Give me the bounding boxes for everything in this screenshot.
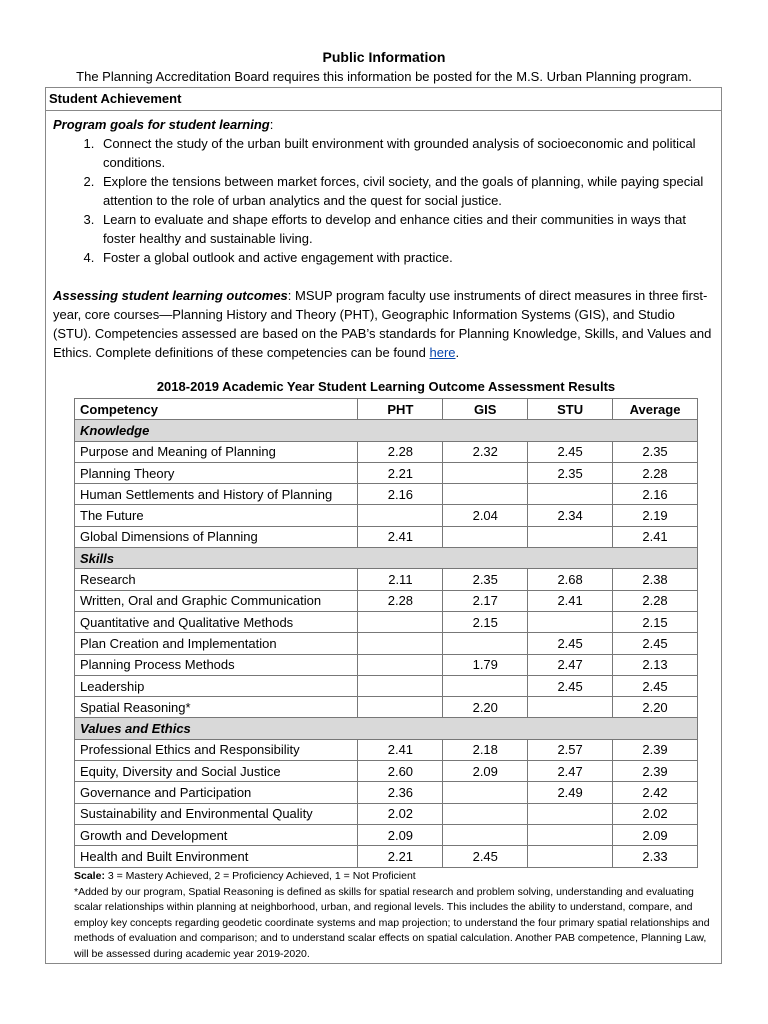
table-row	[75, 697, 698, 718]
competency-cell: Global Dimensions of Planning	[75, 526, 358, 547]
score-cell: 2.47	[528, 761, 613, 782]
table-header-row	[75, 399, 698, 420]
score-cell: 2.41	[358, 526, 443, 547]
score-cell	[443, 484, 528, 505]
score-cell: 2.32	[443, 441, 528, 462]
score-cell	[528, 803, 613, 824]
score-cell	[358, 654, 443, 675]
score-cell	[358, 675, 443, 696]
score-cell: 2.49	[528, 782, 613, 803]
score-cell: 2.09	[443, 761, 528, 782]
competency-cell: Governance and Participation	[75, 782, 358, 803]
score-cell: 2.45	[528, 675, 613, 696]
goal-item: 3. Learn to evaluate and shape efforts to develop and enhance cities and their communities in ways that foster healthy and sustainable living.	[98, 210, 713, 248]
group-label: Knowledge	[75, 420, 698, 441]
table-group-row	[75, 548, 698, 569]
score-cell	[528, 526, 613, 547]
score-cell	[443, 633, 528, 654]
column-header-stu: STU	[528, 399, 613, 420]
score-cell: 2.41	[528, 590, 613, 611]
competency-cell: Professional Ethics and Responsibility	[75, 739, 358, 760]
table-notes	[74, 869, 714, 963]
competency-cell: Spatial Reasoning*	[75, 697, 358, 718]
column-header-pht: PHT	[358, 399, 443, 420]
table-row	[75, 824, 698, 845]
score-cell: 2.45	[613, 633, 698, 654]
competency-cell: Research	[75, 569, 358, 590]
score-cell: 1.79	[443, 654, 528, 675]
competency-cell: Equity, Diversity and Social Justice	[75, 761, 358, 782]
table-row	[75, 739, 698, 760]
spatial-reasoning-footnote: *Added by our program, Spatial Reasoning is defined as skills for spatial research and problem solving, understanding and evaluating scalar relationships within planning at neighborhood, urban, and regional levels. This includes the ability to understand, compare, and employ key concepts regarding geodetic coordinate systems and map projection; to understand the four primary spatial relationships and methods of evaluation and comparison; and to understand scalar effects on spatial calculation. Another PAB competence, Planning Law, will be assessed during academic year 2019-2020.	[74, 885, 710, 960]
score-cell: 2.39	[613, 739, 698, 760]
goals-colon: :	[269, 117, 274, 132]
column-header-competency: Competency	[75, 399, 358, 420]
score-cell: 2.47	[528, 654, 613, 675]
score-cell: 2.20	[443, 697, 528, 718]
score-cell: 2.19	[613, 505, 698, 526]
goals-lead: Program goals for student learning	[53, 117, 270, 132]
assessment-period: .	[455, 345, 460, 360]
score-cell: 2.45	[613, 675, 698, 696]
competency-cell: Leadership	[75, 675, 358, 696]
table-row	[75, 761, 698, 782]
table-row	[75, 526, 698, 547]
score-cell	[443, 462, 528, 483]
score-cell	[528, 611, 613, 632]
score-cell: 2.45	[528, 633, 613, 654]
score-cell: 2.16	[613, 484, 698, 505]
scale-text: 3 = Mastery Achieved, 2 = Proficiency Achieved, 1 = Not Proficient	[107, 870, 416, 882]
score-cell: 2.36	[358, 782, 443, 803]
competency-cell: Sustainability and Environmental Quality	[75, 803, 358, 824]
table-group-row	[75, 718, 698, 739]
score-cell: 2.21	[358, 462, 443, 483]
competencies-link[interactable]: here	[429, 345, 456, 360]
assessment-colon: :	[287, 288, 296, 303]
competency-cell: Planning Theory	[75, 462, 358, 483]
competency-cell: Quantitative and Qualitative Methods	[75, 611, 358, 632]
score-cell	[358, 505, 443, 526]
competency-cell: Human Settlements and History of Planning	[75, 484, 358, 505]
score-cell: 2.18	[443, 739, 528, 760]
page-title: Public Information	[322, 49, 446, 65]
score-cell: 2.21	[358, 846, 443, 867]
score-cell: 2.34	[528, 505, 613, 526]
competency-cell: Plan Creation and Implementation	[75, 633, 358, 654]
score-cell: 2.41	[358, 739, 443, 760]
competency-cell: Written, Oral and Graphic Communication	[75, 590, 358, 611]
score-cell: 2.35	[443, 569, 528, 590]
score-cell	[358, 633, 443, 654]
column-header-gis: GIS	[443, 399, 528, 420]
score-cell: 2.35	[528, 462, 613, 483]
score-cell: 2.57	[528, 739, 613, 760]
goals-list	[53, 134, 713, 267]
score-cell	[358, 611, 443, 632]
score-cell: 2.04	[443, 505, 528, 526]
score-cell: 2.39	[613, 761, 698, 782]
score-cell: 2.28	[613, 462, 698, 483]
score-cell: 2.11	[358, 569, 443, 590]
score-cell	[443, 526, 528, 547]
score-cell: 2.13	[613, 654, 698, 675]
competency-cell: Health and Built Environment	[75, 846, 358, 867]
section-title: Student Achievement	[46, 88, 721, 111]
score-cell	[443, 782, 528, 803]
competency-cell: The Future	[75, 505, 358, 526]
table-row	[75, 654, 698, 675]
score-cell	[528, 824, 613, 845]
assessment-lead: Assessing student learning outcomes	[53, 288, 288, 303]
table-row	[75, 803, 698, 824]
competency-cell: Planning Process Methods	[75, 654, 358, 675]
score-cell: 2.41	[613, 526, 698, 547]
table-row	[75, 633, 698, 654]
score-cell	[443, 803, 528, 824]
score-cell: 2.28	[613, 590, 698, 611]
score-cell: 2.15	[613, 611, 698, 632]
scale-label: Scale:	[74, 870, 105, 882]
student-achievement-box	[45, 87, 722, 964]
table-row	[75, 782, 698, 803]
group-label: Skills	[75, 548, 698, 569]
score-cell: 2.09	[358, 824, 443, 845]
competency-cell: Growth and Development	[75, 824, 358, 845]
score-cell: 2.35	[613, 441, 698, 462]
score-cell	[528, 846, 613, 867]
score-cell: 2.17	[443, 590, 528, 611]
table-row	[75, 611, 698, 632]
score-cell: 2.68	[528, 569, 613, 590]
column-header-average: Average	[613, 399, 698, 420]
table-group-row	[75, 420, 698, 441]
goals-heading	[53, 115, 713, 134]
score-cell: 2.02	[358, 803, 443, 824]
table-row	[75, 846, 698, 867]
score-cell: 2.60	[358, 761, 443, 782]
score-cell: 2.28	[358, 590, 443, 611]
score-cell: 2.20	[613, 697, 698, 718]
score-cell	[528, 697, 613, 718]
table-row	[75, 590, 698, 611]
score-cell: 2.15	[443, 611, 528, 632]
competency-cell: Purpose and Meaning of Planning	[75, 441, 358, 462]
assessment-paragraph	[53, 286, 713, 362]
score-cell: 2.42	[613, 782, 698, 803]
table-row	[75, 675, 698, 696]
scale-note	[74, 869, 714, 885]
group-label: Values and Ethics	[75, 718, 698, 739]
score-cell	[443, 675, 528, 696]
score-cell: 2.28	[358, 441, 443, 462]
score-cell: 2.16	[358, 484, 443, 505]
table-row	[75, 569, 698, 590]
score-cell: 2.45	[528, 441, 613, 462]
table-row	[75, 441, 698, 462]
score-cell	[443, 824, 528, 845]
results-table-title: 2018-2019 Academic Year Student Learning Outcome Assessment Results	[156, 379, 616, 394]
table-row	[75, 462, 698, 483]
score-cell: 2.09	[613, 824, 698, 845]
score-cell	[358, 697, 443, 718]
assessment-text: MSUP program faculty use instruments of direct measures in three first-year, core courses—Planning History and Theory (PHT), Geographic Information Systems (GIS), and Studio (STU). Competencies assessed are based on the PAB’s standards for Planning Knowledge, Skills, and Values and Ethics. Complete definitions of these competencies can be found	[53, 288, 712, 360]
results-table-body	[75, 420, 698, 867]
score-cell: 2.38	[613, 569, 698, 590]
table-row	[75, 484, 698, 505]
table-row	[75, 505, 698, 526]
goal-item: 4. Foster a global outlook and active engagement with practice.	[98, 248, 713, 267]
score-cell: 2.33	[613, 846, 698, 867]
intro-text: The Planning Accreditation Board requires this information be posted for the M.S. Urban Planning program.	[76, 69, 692, 84]
score-cell: 2.45	[443, 846, 528, 867]
program-goals	[53, 115, 713, 267]
score-cell: 2.02	[613, 803, 698, 824]
results-table	[74, 398, 698, 868]
goal-item: 1. Connect the study of the urban built environment with grounded analysis of socioeconomic and political conditions.	[98, 134, 713, 172]
goal-item: 2. Explore the tensions between market forces, civil society, and the goals of planning, while paying special attention to the role of urban analytics and the quest for social justice.	[98, 172, 713, 210]
score-cell	[528, 484, 613, 505]
